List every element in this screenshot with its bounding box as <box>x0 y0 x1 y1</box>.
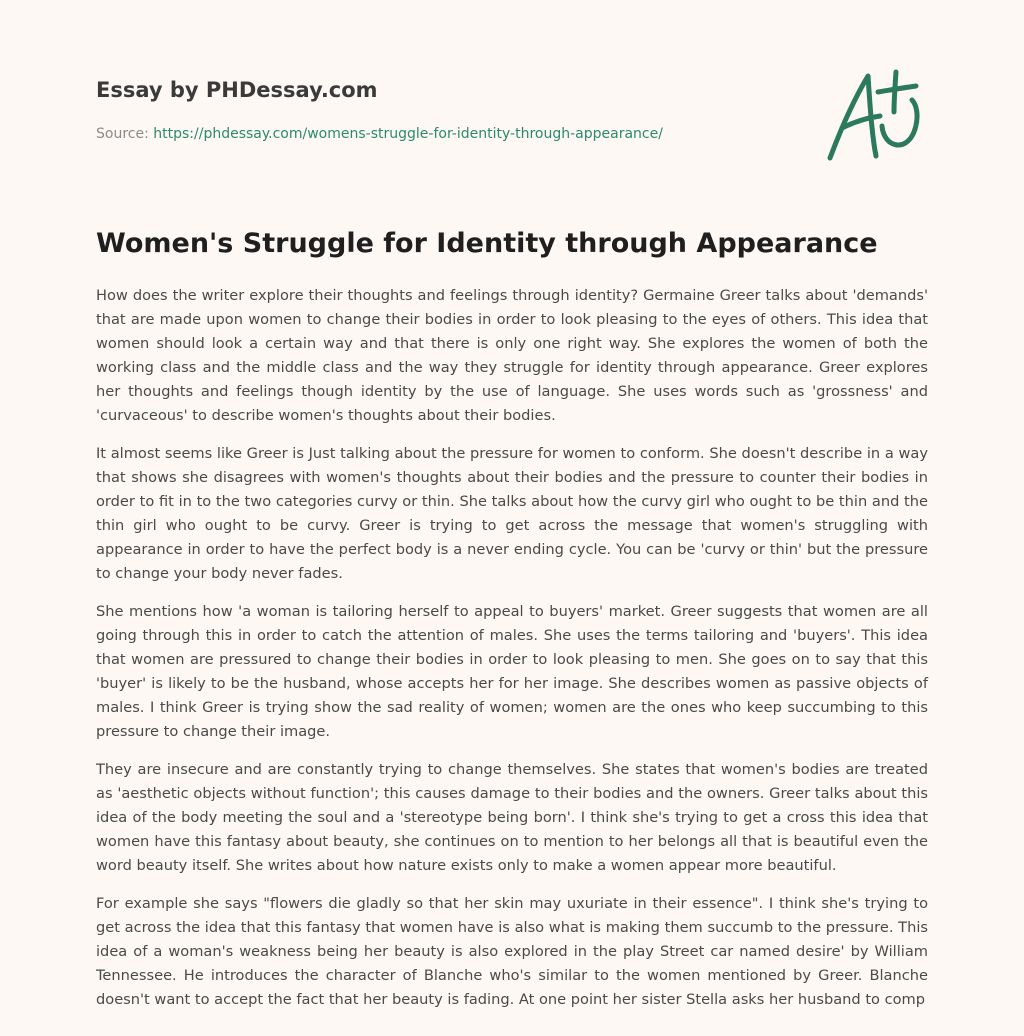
essay-paragraph: For example she says "flowers die gladly so that her skin may uxuriate in their essence". I think she's trying to get across the idea that this fantasy that women have is also what is making them succumb to the pressure. This idea of a woman's weakness being her beauty is also explored in the play Street car named desire' by William Tennessee. He introduces the character of Blanche who's similar to the women mentioned by Greer. Blanche doesn't want to accept the fact that her beauty is fading. At one point her sister Stella asks her husband to comp <box>96 895 928 1008</box>
a-plus-logo-icon <box>820 66 932 166</box>
source-label: Source: <box>96 126 154 142</box>
essay-paragraph: How does the writer explore their thoughts and feelings through identity? Germaine Greer talks about 'demands' that are made upon women to change their bodies in order to look pleasing to the eyes of others. This idea that women should look a certain way and that there is only one right way. She explores the women of both the working class and the middle class and the way they struggle for identity through appearance. Greer explores her thoughts and feelings though identity by the use of language. She uses words such as 'grossness' and 'curvaceous' to describe women's thoughts about their bodies. <box>96 287 928 424</box>
essay-paragraph: It almost seems like Greer is Just talking about the pressure for women to conform. She doesn't describe in a way that shows she disagrees with women's thoughts about their bodies and the pressure to counter their bodies in order to fit in to the two categories curvy or thin. She talks about how the curvy girl who ought to be thin and the thin girl who ought to be curvy. Greer is trying to get across the message that women's struggling with appearance in order to have the perfect body is a never ending cycle. You can be 'curvy or thin' but the pressure to change your body never fades. <box>96 445 928 582</box>
page-header <box>96 76 796 144</box>
essay-paragraph: They are insecure and are constantly trying to change themselves. She states that women's bodies are treated as 'aesthetic objects without function'; this causes damage to their bodies and the owners. Greer talks about this idea of the body meeting the soul and a 'stereotype being born'. I think she's trying to get a cross this idea that women have this fantasy about beauty, she continues on to mention to her belongs all that is beautiful even the word beauty itself. She writes about how nature exists only to make a women appear more beautiful. <box>96 761 928 874</box>
essay-title: Women's Struggle for Identity through Appearance <box>96 228 878 259</box>
essay-paragraph: She mentions how 'a woman is tailoring herself to appeal to buyers' market. Greer suggests that women are all going through this in order to catch the attention of males. She uses the terms tailoring and 'buyers'. This idea that women are pressured to change their bodies in order to look pleasing to men. She goes on to say that this 'buyer' is likely to be the husband, whose accepts her for her image. She describes women as passive objects of males. I think Greer is trying show the sad reality of women; women are the ones who keep succumbing to this pressure to change their image. <box>96 603 928 740</box>
source-line <box>96 124 796 144</box>
site-brand: Essay by PHDessay.com <box>96 78 378 102</box>
essay-body <box>96 284 928 1026</box>
source-link[interactable]: https://phdessay.com/womens-struggle-for-identity-through-appearance/ <box>153 126 663 142</box>
